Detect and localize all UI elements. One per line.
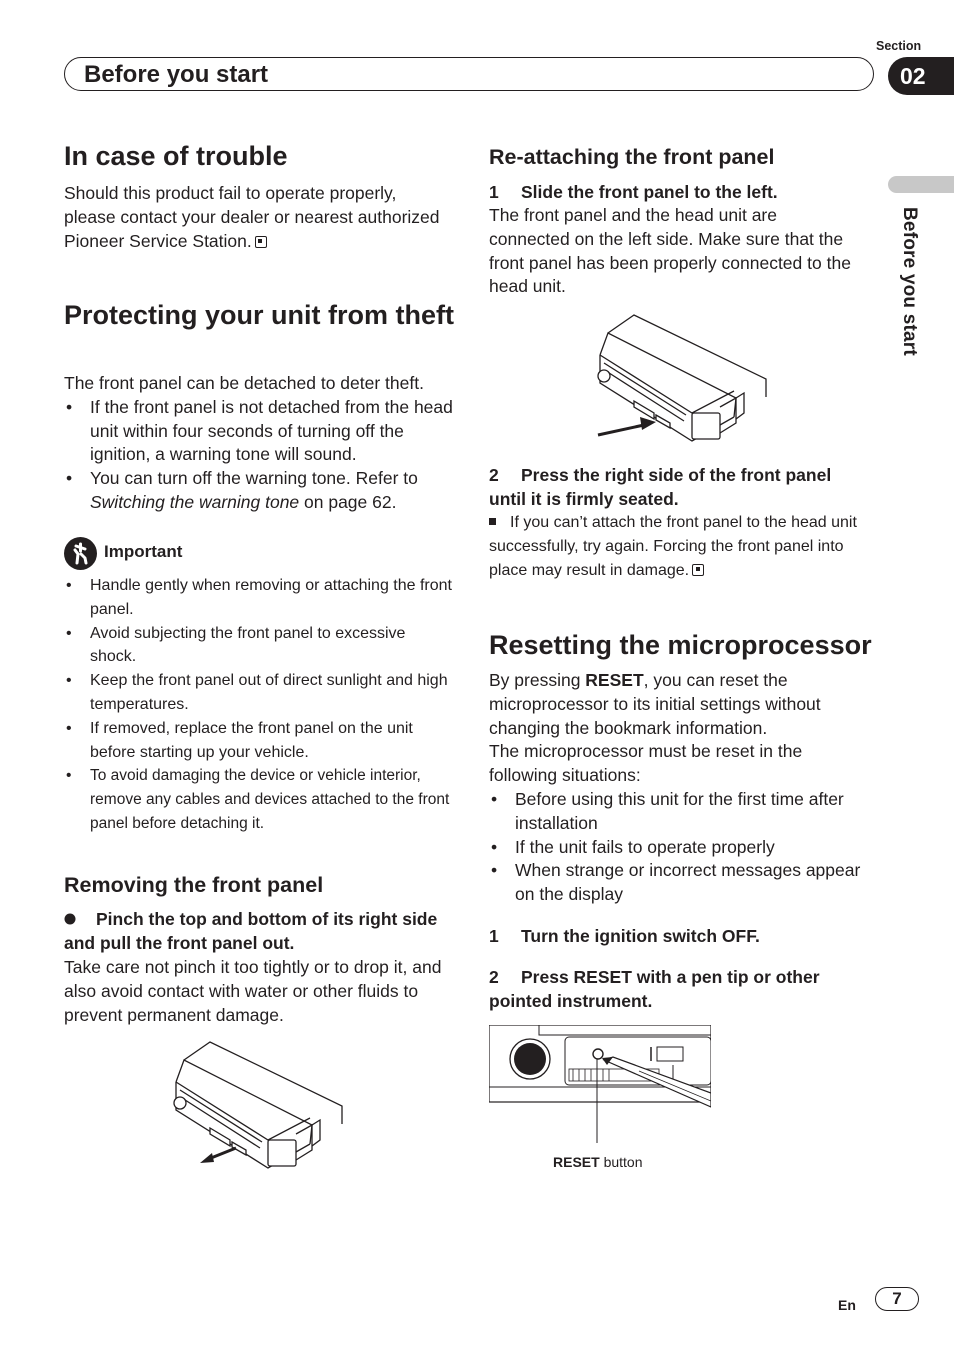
side-tab-text: Before you start	[899, 207, 920, 356]
step-number: 2	[489, 967, 499, 987]
reset-bullet: • Before using this unit for the first time after installation	[489, 788, 869, 836]
heading-trouble: In case of trouble	[64, 141, 288, 171]
important-item: • Handle gently when removing or attaching the front panel.	[64, 574, 456, 622]
theft-bullet-2-page: on page 62.	[299, 491, 397, 512]
theft-body	[64, 372, 454, 515]
front-panel-removal-illustration	[170, 1040, 345, 1170]
page-number: 7	[875, 1287, 919, 1311]
heading-reattaching: Re-attaching the front panel	[489, 145, 775, 169]
language-label: En	[838, 1297, 856, 1313]
reset-paragraph-1	[489, 669, 869, 740]
reset-caption	[553, 1154, 643, 1170]
reset-paragraph-2: The microprocessor must be reset in the following situations:	[489, 741, 803, 786]
caption-bold: RESET	[553, 1154, 600, 1170]
theft-bullet-2	[64, 467, 454, 515]
reset-p1-bold: RESET	[585, 670, 644, 690]
reset-bullet: • When strange or incorrect messages appear on the display	[489, 859, 869, 907]
important-item: • If removed, replace the front panel on the unit before starting up your vehicle.	[64, 717, 456, 765]
reset-step-2	[489, 966, 869, 1013]
theft-intro: The front panel can be detached to deter theft.	[64, 373, 424, 393]
step-text: Press RESET with a pen tip or other pointed instrument.	[489, 967, 820, 1011]
reset-button-illustration	[489, 1025, 711, 1145]
trouble-text	[64, 182, 446, 253]
reattach-step-1-text: The front panel and the head unit are connected on the left side. Make sure that the front panel has been properly connected to the head unit.	[489, 205, 851, 297]
reset-bullet: • If the unit fails to operate properly	[489, 836, 869, 860]
reattach-step-1	[489, 181, 869, 205]
step-number: 1	[489, 182, 499, 202]
bullet-dot-icon	[64, 908, 96, 932]
side-tab	[888, 176, 954, 193]
end-mark-icon	[255, 236, 267, 248]
removing-step	[64, 908, 444, 955]
heading-theft: Protecting your unit from theft	[64, 300, 454, 330]
step-text: Press the right side of the front panel until it is firmly seated.	[489, 465, 832, 509]
caption-rest: button	[599, 1154, 643, 1170]
trouble-paragraph: Should this product fail to operate properly, please contact your dealer or nearest authorized Pioneer Service Station.	[64, 183, 440, 251]
theft-bullet-2-reference: Switching the warning tone	[90, 491, 300, 512]
reattach-step-2-note	[489, 511, 874, 582]
step-number: 2	[489, 465, 499, 485]
reset-body	[489, 669, 869, 907]
important-item: • To avoid damaging the device or vehicle interior, remove any cables and devices attached to the front panel before detaching it.	[64, 764, 456, 835]
important-label: Important	[104, 542, 183, 561]
important-item: • Avoid subjecting the front panel to excessive shock.	[64, 622, 456, 670]
header-title: Before you start	[84, 61, 269, 88]
heading-removing: Removing the front panel	[64, 873, 324, 897]
reattach-step-2	[489, 464, 869, 511]
end-mark-icon	[692, 564, 704, 576]
step-text: Slide the front panel to the left.	[521, 182, 778, 202]
important-item: • Keep the front panel out of direct sunlight and high temperatures.	[64, 669, 456, 717]
removing-text: Take care not pinch it too tightly or to drop it, and also avoid contact with water or other fluids to prevent permanent damage.	[64, 957, 442, 1025]
heading-reset: Resetting the microprocessor	[489, 630, 872, 660]
section-label: Section	[876, 39, 922, 53]
important-list	[64, 574, 456, 836]
important-icon	[64, 537, 97, 570]
note-text: If you can’t attach the front panel to the head unit successfully, try again. Forcing the front panel into place may result in damage.	[489, 514, 857, 579]
reset-p1-text: By pressing	[489, 670, 586, 690]
step-text: Turn the ignition switch OFF.	[521, 926, 760, 946]
section-number-badge: 02	[888, 57, 954, 95]
theft-bullet-1: • If the front panel is not detached from the head unit within four seconds of turning off the ignition, a warning tone will sound.	[64, 396, 454, 467]
removing-step-text: Pinch the top and bottom of its right side and pull the front panel out.	[64, 909, 438, 953]
note-square-icon	[489, 518, 496, 525]
reset-step-1	[489, 925, 869, 949]
theft-bullet-2-text: You can turn off the warning tone. Refer to	[90, 468, 418, 489]
step-number: 1	[489, 926, 499, 946]
reset-p1-rest: , you can reset the microprocessor to its initial settings without changing the bookmark information.	[489, 670, 821, 738]
front-panel-attach-illustration	[594, 313, 774, 443]
